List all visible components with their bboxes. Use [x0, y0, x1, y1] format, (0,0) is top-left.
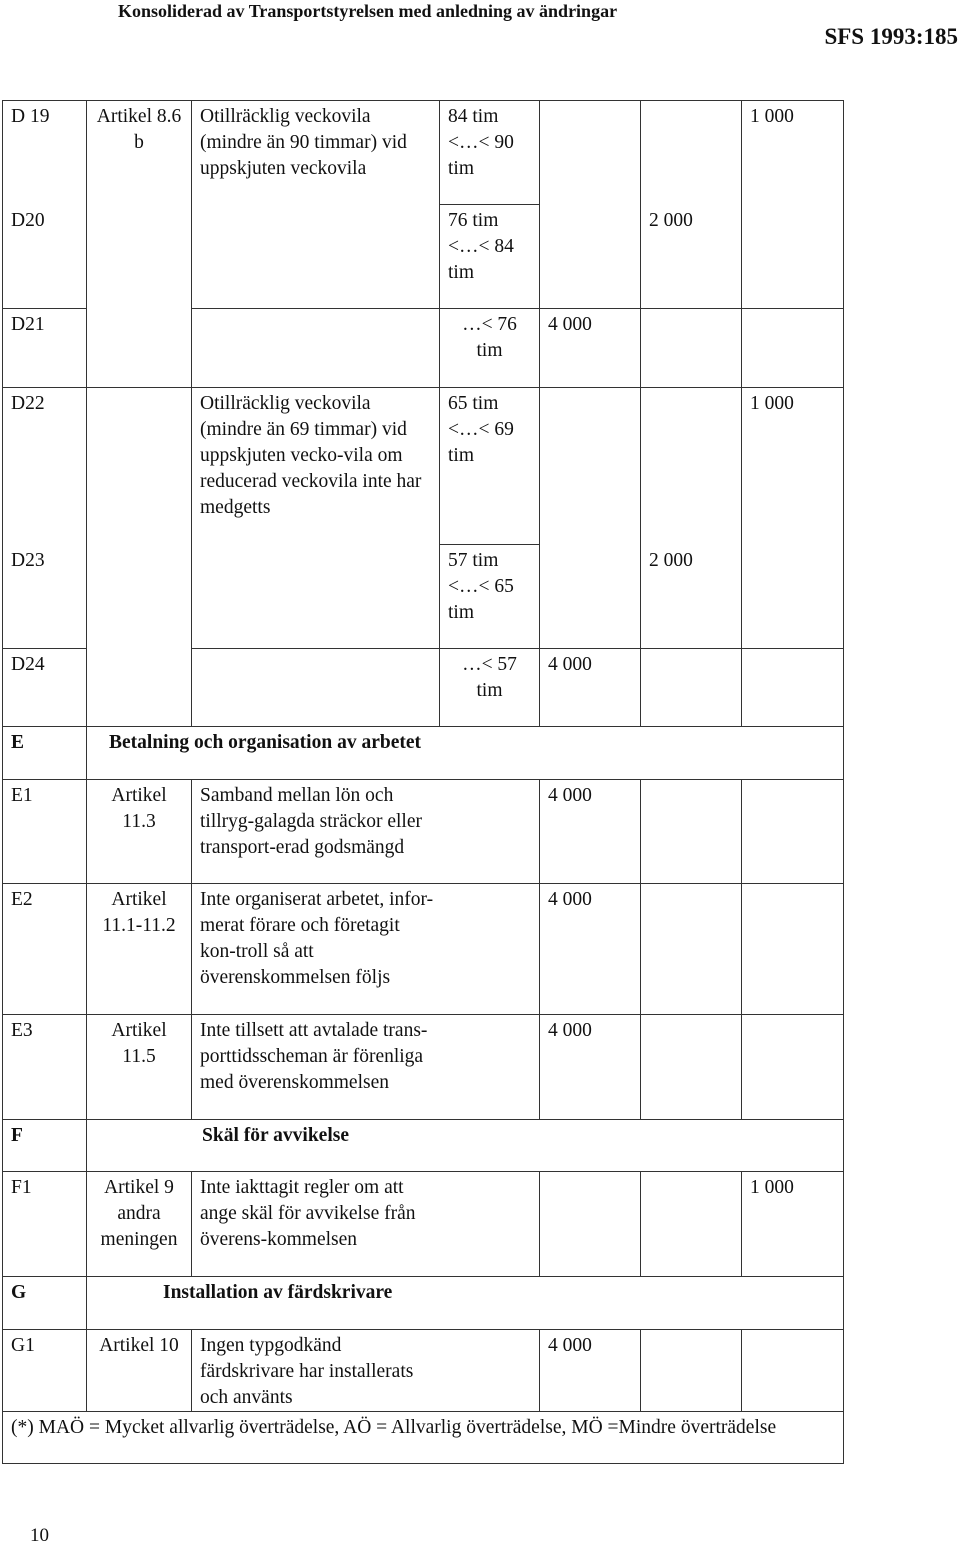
mao-cell — [540, 545, 641, 649]
mao-fee: 4 000 — [540, 649, 641, 727]
ao-fee: 2 000 — [641, 205, 742, 309]
mo-fee: 1 000 — [742, 1172, 844, 1277]
mao-fee: 4 000 — [540, 309, 641, 388]
page-number: 10 — [30, 1525, 49, 1546]
violation-description — [192, 545, 440, 649]
row-code: F1 — [3, 1172, 87, 1277]
mo-cell — [742, 545, 844, 649]
article-ref: Artikel 8.6 b — [87, 101, 192, 205]
violation-description: Otillräcklig veckovila (mindre än 69 timmar) vid uppskjuten vecko-vila om reducerad veckovila inte har medgetts — [192, 388, 440, 545]
violation-description — [192, 309, 440, 388]
mao-fee: 4 000 — [540, 1015, 641, 1120]
mao-cell — [540, 205, 641, 309]
row-code: E3 — [3, 1015, 87, 1120]
mo-cell — [742, 1015, 844, 1120]
footnote-row — [3, 1412, 844, 1464]
ao-cell — [641, 780, 742, 884]
ao-fee: 2 000 — [641, 545, 742, 649]
table-row — [3, 884, 844, 1015]
time-range: …< 57 tim — [440, 649, 540, 727]
mo-fee: 1 000 — [742, 101, 844, 205]
article-ref — [87, 205, 192, 309]
row-code: D21 — [3, 309, 87, 388]
row-code: E2 — [3, 884, 87, 1015]
section-heading: Betalning och organisation av arbetet — [87, 727, 844, 780]
ao-cell — [641, 884, 742, 1015]
article-ref — [87, 649, 192, 727]
violation-description: Samband mellan lön och tillryg-galagda sträckor eller transport-erad godsmängd — [192, 780, 540, 884]
ao-cell — [641, 309, 742, 388]
mo-cell — [742, 309, 844, 388]
row-code: G1 — [3, 1330, 87, 1412]
row-code: E1 — [3, 780, 87, 884]
table-row — [3, 101, 844, 205]
time-range: 84 tim <…< 90 tim — [440, 101, 540, 205]
article-ref — [87, 545, 192, 649]
time-range: 76 tim <…< 84 tim — [440, 205, 540, 309]
row-code: D23 — [3, 545, 87, 649]
section-code: G — [3, 1277, 87, 1330]
table-row — [3, 1015, 844, 1120]
table-row — [3, 545, 844, 649]
table-row — [3, 649, 844, 727]
article-ref: Artikel 11.1-11.2 — [87, 884, 192, 1015]
table-row — [3, 780, 844, 884]
article-ref: Artikel 11.3 — [87, 780, 192, 884]
violation-description — [192, 649, 440, 727]
section-heading: Skäl för avvikelse — [87, 1120, 844, 1172]
section-row — [3, 1120, 844, 1172]
section-row — [3, 727, 844, 780]
mao-fee: 4 000 — [540, 884, 641, 1015]
ao-cell — [641, 101, 742, 205]
article-ref — [87, 309, 192, 388]
mao-cell — [540, 1172, 641, 1277]
section-heading: Installation av färdskrivare — [87, 1277, 844, 1330]
row-code: D24 — [3, 649, 87, 727]
ao-cell — [641, 388, 742, 545]
mao-fee: 4 000 — [540, 780, 641, 884]
mo-fee: 1 000 — [742, 388, 844, 545]
time-range: 57 tim <…< 65 tim — [440, 545, 540, 649]
mo-cell — [742, 649, 844, 727]
row-code: D22 — [3, 388, 87, 545]
violation-description: Inte tillsett att avtalade trans-porttidsscheman är förenliga med överenskommelsen — [192, 1015, 540, 1120]
section-code: E — [3, 727, 87, 780]
article-ref: Artikel 11.5 — [87, 1015, 192, 1120]
row-code: D 19 — [3, 101, 87, 205]
time-range: 65 tim <…< 69 tim — [440, 388, 540, 545]
violation-table — [2, 100, 844, 1464]
section-row — [3, 1277, 844, 1330]
table-row — [3, 1330, 844, 1412]
row-code: D20 — [3, 205, 87, 309]
violation-description: Ingen typgodkänd färdskrivare har installerats och använts — [192, 1330, 540, 1412]
table-row — [3, 388, 844, 545]
mo-cell — [742, 205, 844, 309]
violation-description: Inte iakttagit regler om att ange skäl för avvikelse från överens-kommelsen — [192, 1172, 540, 1277]
violation-description: Otillräcklig veckovila (mindre än 90 timmar) vid uppskjuten veckovila — [192, 101, 440, 205]
mo-cell — [742, 884, 844, 1015]
mo-cell — [742, 1330, 844, 1412]
mao-cell — [540, 388, 641, 545]
article-ref: Artikel 10 — [87, 1330, 192, 1412]
mao-fee: 4 000 — [540, 1330, 641, 1412]
violation-description: Inte organiserat arbetet, infor-merat förare och företagit kon-troll så att överenskommelsen följs — [192, 884, 540, 1015]
ao-cell — [641, 649, 742, 727]
sfs-number: SFS 1993:185 — [824, 24, 958, 49]
section-code: F — [3, 1120, 87, 1172]
table-row — [3, 205, 844, 309]
time-range: …< 76 tim — [440, 309, 540, 388]
ao-cell — [641, 1015, 742, 1120]
table-row — [3, 1172, 844, 1277]
mo-cell — [742, 780, 844, 884]
document-header-title: Konsoliderad av Transportstyrelsen med anledning av ändringar — [118, 1, 618, 21]
ao-cell — [641, 1172, 742, 1277]
violation-description — [192, 205, 440, 309]
footnote: (*) MAÖ = Mycket allvarlig överträdelse, AÖ = Allvarlig överträdelse, MÖ =Mindre överträdelse — [3, 1412, 844, 1464]
article-ref: Artikel 9 andra meningen — [87, 1172, 192, 1277]
article-ref — [87, 388, 192, 545]
mao-cell — [540, 101, 641, 205]
table-row — [3, 309, 844, 388]
ao-cell — [641, 1330, 742, 1412]
